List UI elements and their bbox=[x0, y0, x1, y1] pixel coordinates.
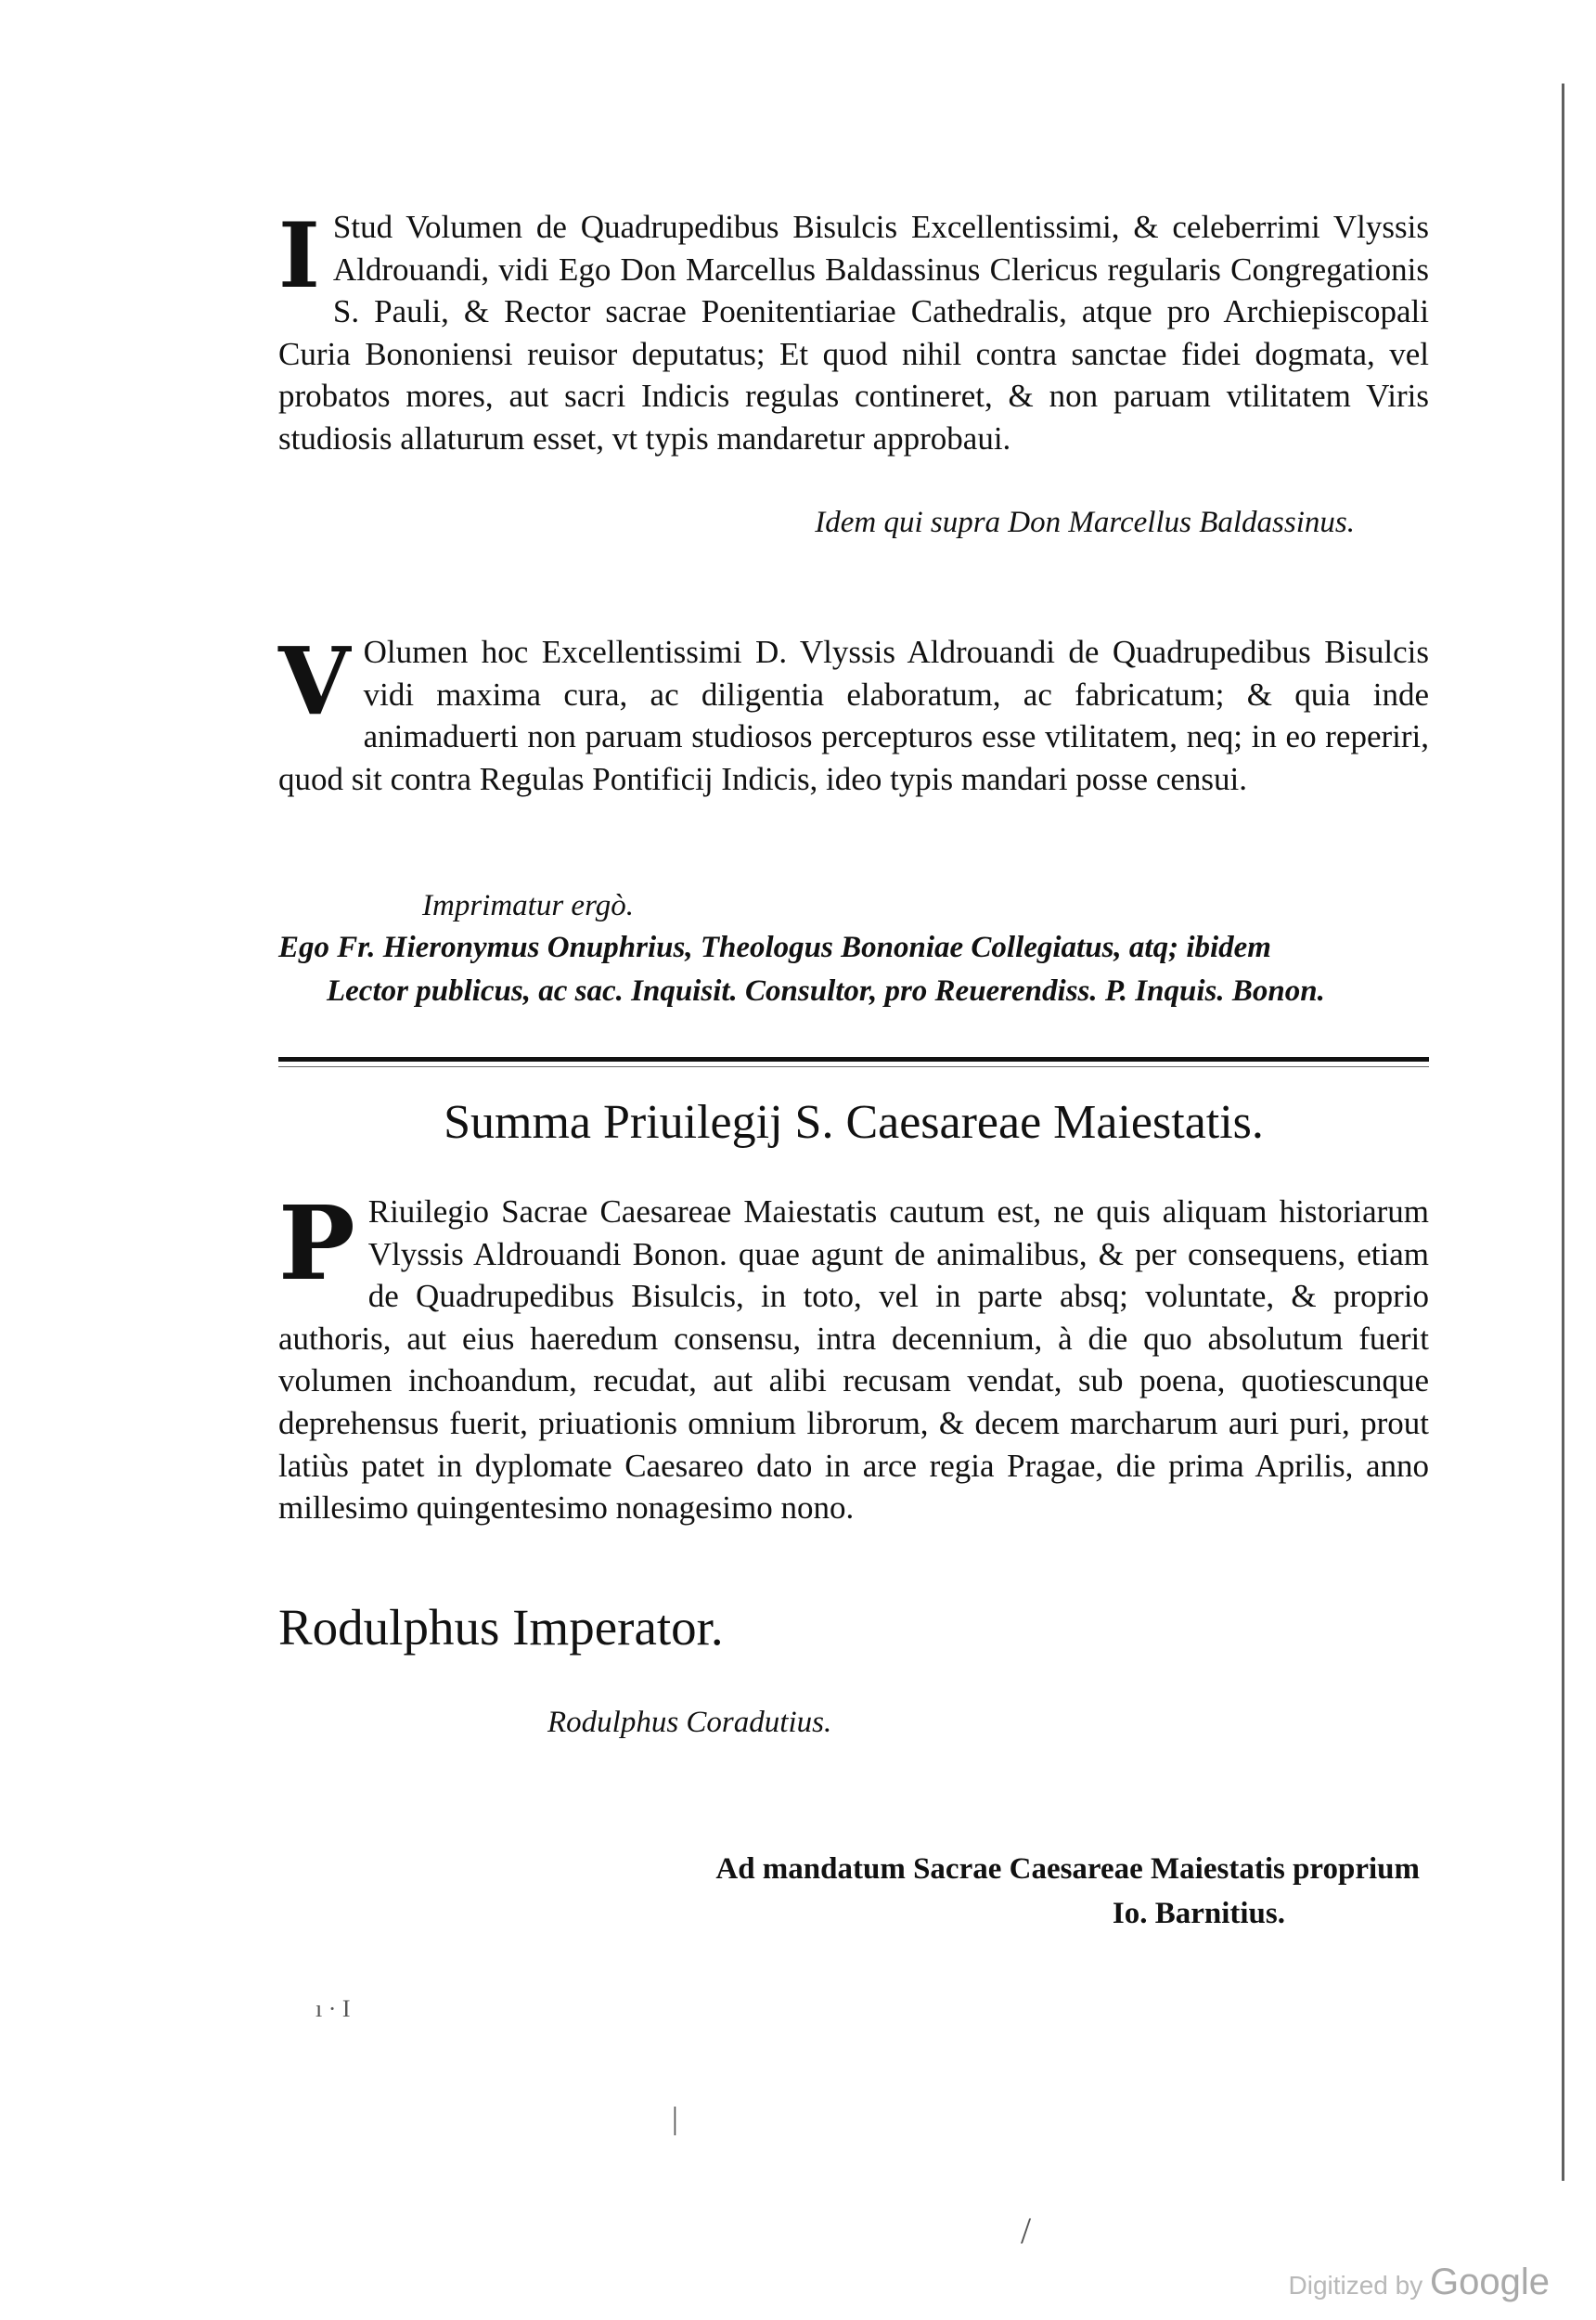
section-divider-thin bbox=[278, 1066, 1429, 1067]
emperor-signature: Rodulphus Imperator. bbox=[278, 1599, 724, 1656]
privilege-text: Riuilegio Sacrae Caesareae Maiestatis cautum est, ne quis aliquam historiarum Vlyssis Aldrouandi Bonon. quae agunt de animalibus, & per consequens, etiam de Quadrupedibus Bisulcis, in toto, vel in parte absq; voluntate, & proprio authoris, aut eius haeredum consensu, intra decennium, à die quo absolutum fuerit volumen inchoandum, recudat, aut alibi recusam vendat, sub poena, quotiescunque deprehensus fuerit, priuationis omnium librorum, & decem marcharum auri puri, prout latiùs patet in dyplomate Caesareo dato in arce regia Pragae, die prima Aprilis, anno millesimo quingentesimo nonagesimo nono. bbox=[278, 1193, 1429, 1527]
imprimatur: Imprimatur ergò. bbox=[422, 889, 634, 922]
approval-section-1 bbox=[278, 203, 1429, 460]
section-divider bbox=[278, 1057, 1429, 1062]
privilege-title: Summa Priuilegij S. Caesareae Maiestatis. bbox=[444, 1096, 1264, 1149]
page-edge bbox=[1562, 84, 1564, 2181]
approval-2-paragraph bbox=[278, 626, 1429, 800]
drop-cap-p: P bbox=[278, 1183, 355, 1303]
approval-section-2 bbox=[278, 626, 1429, 800]
approval-1-text: Stud Volumen de Quadrupedibus Bisulcis Excellentissimi, & celeberrimi Vlyssis Aldrouandi, vidi Ego Don Marcellus Baldassinus Clericus regularis Congregationis S. Pauli, & Rector sacrae Poenitentiariae Cathedralis, atque pro Archiepiscopali Curia Bononiensi reuisor deputatus; Et quod nihil contra sanctae fidei dogmata, vel probatos mores, aut sacri Indicis regulas contineret, & non paruam vtilitatem Viris studiosis allaturum esset, vt typis mandaretur approbaui. bbox=[278, 209, 1429, 457]
google-logo: Google bbox=[1430, 2262, 1550, 2302]
mandate-block bbox=[278, 1847, 1420, 1936]
print-speck: / bbox=[1021, 2210, 1032, 2251]
privilege-paragraph bbox=[278, 1183, 1429, 1529]
mandate-line-1: Ad mandatum Sacrae Caesareae Maiestatis proprium bbox=[715, 1852, 1420, 1886]
drop-cap-i: I bbox=[278, 203, 320, 308]
approval-2-signature-line-1: Ego Fr. Hieronymus Onuphrius, Theologus Bononiae Collegiatus, atq; ibidem bbox=[278, 931, 1271, 964]
print-speck: | bbox=[672, 2102, 678, 2136]
approval-1-signature: Idem qui supra Don Marcellus Baldassinus. bbox=[815, 506, 1355, 539]
approval-1-paragraph bbox=[278, 203, 1429, 460]
watermark-prefix: Digitized by bbox=[1288, 2271, 1423, 2300]
secretary-signature: Rodulphus Coradutius. bbox=[547, 1706, 832, 1739]
approval-2-text: Olumen hoc Excellentissimi D. Vlyssis Aldrouandi de Quadrupedibus Bisulcis vidi maxima cura, ac diligentia elaboratum, ac fabricatum; & quia inde animaduerti non paruam studiosos percepturos esse vtilitatem, neq; in eo reperiri, quod sit contra Regulas Pontificij Indicis, ideo typis mandari posse censui. bbox=[278, 634, 1429, 797]
digitized-watermark bbox=[1289, 2262, 1551, 2303]
approval-2-signature-line-2: Lector publicus, ac sac. Inquisit. Consultor, pro Reuerendiss. P. Inquis. Bonon. bbox=[327, 974, 1325, 1008]
print-speck: ı · I bbox=[315, 1995, 351, 2022]
privilege-section bbox=[278, 1183, 1429, 1529]
drop-cap-v: V bbox=[278, 626, 351, 736]
mandate-line-2: Io. Barnitius. bbox=[1112, 1897, 1285, 1930]
